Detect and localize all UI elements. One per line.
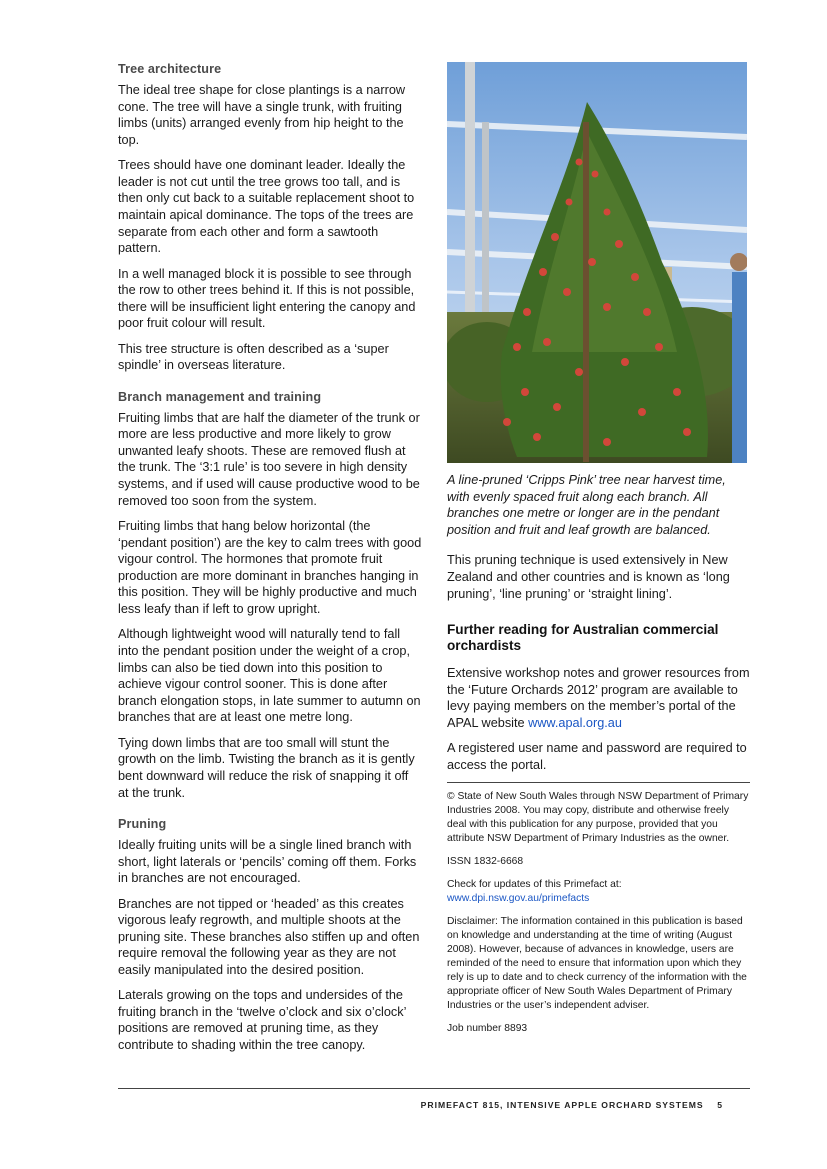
- disclaimer-text: Disclaimer: The information contained in this publication is based on knowledge and understanding at the time of writing (August 2008). However, because of advances in knowledge, users are reminded of the need to ensure that information upon which they rely is up to date and to check currency of the information with the appropriate officer of New South Wales Department of Primary Industries or the user’s independent adviser.: [447, 916, 747, 1012]
- legal-block: [447, 782, 750, 1036]
- paragraph: Trees should have one dominant leader. Ideally the leader is not cut until the tree grows too tall, and is then only cut back to a suitable replacement shoot to maintain apical dominance. The tops of the trees are separate from each other and form a sawtooth pattern.: [118, 158, 415, 256]
- left-column: [118, 62, 422, 1062]
- paragraph-text: Extensive workshop notes and grower resources from the ‘Future Orchards 2012’ program are available to levy paying members on the member’s portal of the APAL website: [447, 666, 750, 730]
- heading-branch-management: Branch management and training: [118, 389, 322, 404]
- paragraph: [447, 665, 750, 731]
- page-number: 5: [717, 1100, 723, 1110]
- photo-caption: A line-pruned ‘Cripps Pink’ tree near harvest time, with evenly spaced fruit along each branch. All branches one metre or longer are in the pendant position and fruit and leaf growth are balanced.: [447, 473, 726, 537]
- paragraph: Although lightweight wood will naturally tend to fall into the pendant position under the weight of a crop, limbs can also be tied down into this position to achieve vigour control sooner. This is done after branch elongation stops, in late summer to autumn on branches that are at least one metre long.: [118, 627, 421, 725]
- paragraph: This tree structure is often described as a ‘super spindle’ in overseas literature.: [118, 341, 389, 373]
- paragraph: Laterals growing on the tops and undersides of the fruiting branch in the ‘twelve o’clock and six o’clock’ positions are removed at pruning time, as they contribute to shading within the tree canopy.: [118, 988, 406, 1053]
- paragraph: Ideally fruiting units will be a single lined branch with short, light laterals or ‘pencils’ coming off them. Forks in branches are not encouraged.: [118, 837, 417, 886]
- right-column: [447, 62, 750, 1045]
- paragraph: Tying down limbs that are too small will stunt the growth on the limb. Twisting the branch as it is gently bent downward will reduce the risk of snapping it off at the trunk.: [118, 735, 415, 800]
- paragraph: A registered user name and password are required to access the portal.: [447, 741, 747, 772]
- footer-divider: [118, 1088, 750, 1089]
- heading-pruning: Pruning: [118, 816, 167, 831]
- primefacts-link[interactable]: www.dpi.nsw.gov.au/primefacts: [447, 893, 590, 905]
- apple-tree-photo: [447, 62, 747, 463]
- footer-title: PRIMEFACT 815, INTENSIVE APPLE ORCHARD SYSTEMS: [420, 1100, 704, 1110]
- heading-tree-architecture: Tree architecture: [118, 62, 222, 76]
- paragraph: Branches are not tipped or ‘headed’ as this creates vigorous leafy regrowth, and multiple shoots at the pruning site. These branches also stiffen up and often require removal the following year as they are not easily manipulated into the desired position.: [118, 896, 420, 977]
- paragraph: In a well managed block it is possible to see through the row to other trees behind it. If this is not possible, there will be insufficient light entering the canopy and poor fruit colour will result.: [118, 266, 416, 331]
- copyright-text: © State of New South Wales through NSW Department of Primary Industries 2008. You may copy, distribute and otherwise freely deal with this publication for any purpose, provided that you attribute NSW Department of Primary Industries as the owner.: [447, 791, 749, 845]
- job-number: Job number 8893: [447, 1023, 528, 1035]
- paragraph: This pruning technique is used extensively in New Zealand and other countries and is known as ‘long pruning’, ‘line pruning’ or ‘straight lining’.: [447, 553, 730, 601]
- updates-text: Check for updates of this Primefact at:: [447, 879, 622, 891]
- heading-further-reading: Further reading for Australian commercial orchardists: [447, 622, 719, 654]
- issn-text: ISSN 1832-6668: [447, 856, 524, 868]
- paragraph: Fruiting limbs that hang below horizontal (the ‘pendant position’) are the key to calm trees with good vigour control. The hormones that promote fruit production are more dominant in branches hanging in this position. They will be highly productive and much less leafy than if left to grow upright.: [118, 519, 422, 617]
- page-footer: [421, 1100, 723, 1110]
- apal-link[interactable]: www.apal.org.au: [528, 715, 622, 730]
- paragraph: The ideal tree shape for close plantings is a narrow cone. The tree will have a single trunk, with fruiting limbs (units) arranged evenly from hip height to the top.: [118, 83, 406, 147]
- paragraph: Fruiting limbs that are half the diameter of the trunk or more are less productive and more likely to grow unwanted leafy shoots. These are removed flush at the trunk. The ‘3:1 rule’ is too severe in high density systems, and if used will cause productive wood to be removed too soon from the system.: [118, 410, 420, 508]
- updates-block: [447, 878, 750, 906]
